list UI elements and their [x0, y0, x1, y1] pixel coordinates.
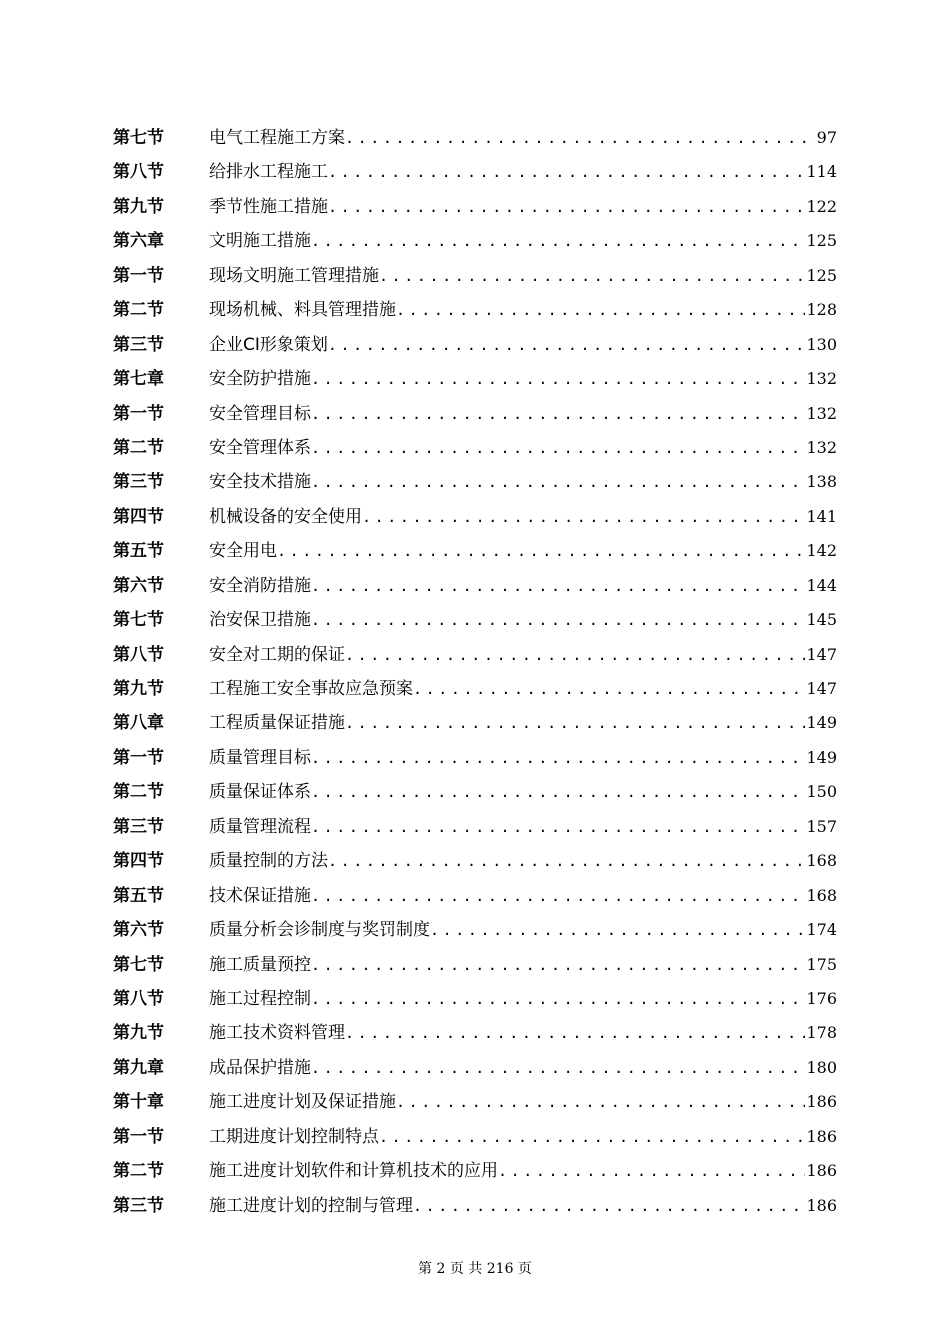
toc-entry-row[interactable] — [0, 844, 950, 878]
toc-entry-row[interactable] — [0, 638, 950, 672]
toc-title: 工期进度计划控制特点 — [209, 1126, 379, 1147]
toc-entry — [209, 775, 837, 809]
dot-leader — [328, 155, 805, 189]
toc-section-number: 第二节 — [113, 782, 164, 803]
dot-leader — [345, 1016, 805, 1050]
toc-page-number: 147 — [806, 679, 837, 698]
toc-section-number: 第二节 — [113, 300, 164, 321]
toc-page-number: 178 — [806, 1023, 837, 1043]
toc-entry-row[interactable] — [0, 913, 950, 947]
toc-page-number: 147 — [806, 644, 837, 664]
toc-page-number: 138 — [806, 472, 837, 492]
dot-leader — [311, 603, 805, 637]
toc-entry — [209, 913, 837, 947]
toc-entry — [209, 638, 837, 672]
toc-page-number: 145 — [806, 610, 837, 630]
toc-title: 施工技术资料管理 — [209, 1023, 345, 1044]
toc-entry — [209, 190, 837, 224]
toc-page-number: 128 — [806, 300, 837, 320]
toc-title: 电气工程施工方案 — [209, 128, 345, 148]
toc-section-number: 第八节 — [113, 162, 164, 183]
toc-entry-row[interactable] — [0, 121, 950, 155]
toc-page-number: 180 — [806, 1057, 837, 1077]
toc-title: 季节性施工措施 — [209, 196, 328, 217]
toc-page-number: 114 — [806, 162, 837, 182]
toc-entry-row[interactable] — [0, 1085, 950, 1119]
toc-section-number: 第三节 — [113, 816, 164, 837]
toc-entry-row[interactable] — [0, 534, 950, 568]
toc-entry-row[interactable] — [0, 982, 950, 1016]
dot-leader — [328, 328, 806, 362]
toc-entry — [209, 362, 837, 396]
toc-section-number: 第七节 — [113, 954, 164, 975]
toc-section-number: 第二节 — [113, 437, 164, 458]
toc-page-number: 186 — [806, 1161, 837, 1181]
toc-entry-row[interactable] — [0, 775, 950, 809]
toc-title: 工程施工安全事故应急预案 — [209, 679, 413, 699]
toc-page-number: 144 — [806, 575, 837, 595]
toc-section-number: 第十章 — [113, 1092, 164, 1113]
toc-title: 安全技术措施 — [209, 472, 311, 493]
toc-section-number: 第六节 — [113, 920, 164, 941]
table-of-contents — [0, 121, 950, 1223]
toc-section-number: 第五节 — [113, 885, 164, 906]
toc-entry — [209, 224, 837, 258]
toc-page-number: 149 — [806, 747, 837, 767]
toc-section-number: 第九节 — [113, 196, 164, 217]
dot-leader — [345, 121, 816, 155]
toc-entry — [209, 1189, 837, 1223]
toc-section-number: 第八章 — [113, 713, 164, 734]
toc-entry-row[interactable] — [0, 190, 950, 224]
dot-leader — [311, 948, 805, 982]
toc-entry — [209, 810, 837, 844]
toc-section-number: 第六章 — [113, 231, 164, 252]
toc-title: 机械设备的安全使用 — [209, 506, 362, 527]
toc-entry-row[interactable] — [0, 328, 950, 362]
toc-section-number: 第八节 — [113, 988, 164, 1009]
toc-section-number: 第九节 — [113, 679, 164, 699]
dot-leader — [498, 1154, 805, 1188]
toc-section-number: 第一节 — [113, 403, 164, 424]
toc-title: 工程质量保证措施 — [209, 713, 345, 734]
toc-title: 给排水工程施工 — [209, 162, 328, 183]
toc-title: 安全消防措施 — [209, 575, 311, 596]
toc-entry — [209, 569, 837, 603]
toc-title: 施工过程控制 — [209, 988, 311, 1009]
toc-title: 施工质量预控 — [209, 954, 311, 975]
toc-entry — [209, 982, 837, 1016]
toc-page-number: 125 — [806, 265, 837, 285]
toc-page-number: 122 — [806, 196, 837, 216]
toc-entry — [209, 1051, 837, 1085]
dot-leader — [311, 465, 805, 499]
toc-entry-row[interactable] — [0, 259, 950, 293]
toc-entry-row[interactable] — [0, 569, 950, 603]
toc-entry — [209, 1154, 837, 1188]
toc-page-number: 150 — [806, 782, 837, 802]
toc-title: 现场机械、料具管理措施 — [209, 300, 396, 321]
dot-leader — [430, 913, 805, 947]
toc-section-number: 第一节 — [113, 1126, 164, 1147]
toc-entry-row[interactable] — [0, 1051, 950, 1085]
toc-page-number: 186 — [806, 1126, 837, 1146]
toc-entry — [209, 1085, 837, 1119]
toc-title: 企业CI形象策划 — [209, 334, 328, 355]
toc-title: 治安保卫措施 — [209, 610, 311, 631]
dot-leader — [311, 982, 805, 1016]
toc-entry-row[interactable] — [0, 224, 950, 258]
page-footer: 第 2 页 共 216 页 — [418, 1261, 532, 1277]
dot-leader — [311, 775, 805, 809]
toc-entry — [209, 293, 837, 327]
toc-entry-row[interactable] — [0, 672, 950, 706]
toc-section-number: 第七节 — [113, 128, 164, 148]
toc-page-number: 132 — [806, 403, 837, 423]
toc-entry — [209, 672, 837, 706]
dot-leader — [311, 362, 805, 396]
toc-title: 安全管理目标 — [209, 403, 311, 424]
toc-entry-row[interactable] — [0, 603, 950, 637]
dot-leader — [328, 844, 805, 878]
dot-leader — [311, 397, 805, 431]
toc-section-number: 第四节 — [113, 506, 164, 527]
toc-title: 施工进度计划及保证措施 — [209, 1092, 396, 1113]
dot-leader — [277, 534, 805, 568]
toc-entry — [209, 603, 837, 637]
toc-section-number: 第三节 — [113, 472, 164, 493]
toc-entry — [209, 259, 837, 293]
dot-leader — [311, 1051, 805, 1085]
toc-entry — [209, 431, 837, 465]
dot-leader — [396, 293, 805, 327]
toc-section-number: 第七节 — [113, 610, 164, 631]
toc-page-number: 186 — [806, 1195, 837, 1215]
toc-page-number: 186 — [806, 1092, 837, 1112]
toc-entry — [209, 844, 837, 878]
toc-entry — [209, 500, 837, 534]
dot-leader — [311, 741, 805, 775]
toc-page-number: 97 — [816, 128, 837, 147]
toc-entry-row[interactable] — [0, 397, 950, 431]
toc-entry-row[interactable] — [0, 1120, 950, 1154]
dot-leader — [345, 638, 805, 672]
dot-leader — [379, 1120, 805, 1154]
dot-leader — [311, 569, 805, 603]
toc-page-number: 174 — [806, 920, 837, 940]
toc-entry — [209, 328, 837, 362]
toc-entry-row[interactable] — [0, 1189, 950, 1223]
toc-section-number: 第三节 — [113, 334, 164, 355]
toc-entry — [209, 741, 837, 775]
toc-entry-row[interactable] — [0, 706, 950, 740]
toc-entry — [209, 948, 837, 982]
toc-page-number: 149 — [806, 713, 837, 733]
toc-section-number: 第四节 — [113, 851, 164, 872]
toc-entry — [209, 121, 837, 155]
toc-title: 安全防护措施 — [209, 369, 311, 390]
toc-entry-row[interactable] — [0, 741, 950, 775]
toc-entry — [209, 879, 837, 913]
toc-page-number: 132 — [806, 437, 837, 457]
toc-title: 质量管理目标 — [209, 747, 311, 768]
dot-leader — [311, 810, 805, 844]
toc-section-number: 第一节 — [113, 265, 164, 286]
toc-title: 质量分析会诊制度与奖罚制度 — [209, 920, 430, 941]
toc-title: 安全用电 — [209, 541, 277, 562]
toc-entry — [209, 1016, 837, 1050]
toc-page-number: 175 — [806, 954, 837, 974]
dot-leader — [328, 190, 805, 224]
toc-title: 现场文明施工管理措施 — [209, 265, 379, 286]
toc-section-number: 第八节 — [113, 644, 164, 665]
toc-page-number: 168 — [806, 851, 837, 871]
toc-page-number: 157 — [806, 816, 837, 836]
toc-title: 施工进度计划软件和计算机技术的应用 — [209, 1161, 498, 1182]
dot-leader — [379, 259, 805, 293]
toc-page-number: 141 — [806, 506, 837, 526]
toc-title: 安全对工期的保证 — [209, 644, 345, 665]
toc-title: 文明施工措施 — [209, 231, 311, 252]
dot-leader — [345, 706, 805, 740]
toc-entry — [209, 465, 837, 499]
toc-section-number: 第五节 — [113, 541, 164, 562]
toc-page-number: 130 — [806, 334, 837, 354]
toc-entry-row[interactable] — [0, 500, 950, 534]
toc-page-number: 168 — [806, 885, 837, 905]
toc-section-number: 第七章 — [113, 369, 164, 390]
toc-entry — [209, 706, 837, 740]
toc-title: 质量保证体系 — [209, 782, 311, 803]
toc-entry-row[interactable] — [0, 362, 950, 396]
toc-page-number: 176 — [806, 988, 837, 1008]
toc-entry-row[interactable] — [0, 431, 950, 465]
toc-section-number: 第二节 — [113, 1161, 164, 1182]
toc-title: 质量控制的方法 — [209, 851, 328, 872]
dot-leader — [413, 672, 805, 706]
toc-page-number: 132 — [806, 369, 837, 389]
dot-leader — [396, 1085, 805, 1119]
toc-entry — [209, 155, 837, 189]
toc-title: 质量管理流程 — [209, 816, 311, 837]
toc-entry — [209, 397, 837, 431]
toc-entry — [209, 1120, 837, 1154]
toc-title: 安全管理体系 — [209, 437, 311, 458]
toc-entry-row[interactable] — [0, 293, 950, 327]
dot-leader — [311, 224, 805, 258]
toc-section-number: 第九章 — [113, 1057, 164, 1078]
toc-title: 技术保证措施 — [209, 885, 311, 906]
dot-leader — [413, 1189, 805, 1223]
toc-title: 施工进度计划的控制与管理 — [209, 1195, 413, 1216]
toc-entry-row[interactable] — [0, 1154, 950, 1188]
dot-leader — [311, 879, 805, 913]
toc-entry-row[interactable] — [0, 1016, 950, 1050]
dot-leader — [311, 431, 805, 465]
toc-entry-row[interactable] — [0, 879, 950, 913]
toc-title: 成品保护措施 — [209, 1057, 311, 1078]
toc-section-number: 第九节 — [113, 1023, 164, 1044]
toc-entry-row[interactable] — [0, 810, 950, 844]
toc-entry-row[interactable] — [0, 948, 950, 982]
toc-section-number: 第一节 — [113, 747, 164, 768]
dot-leader — [362, 500, 805, 534]
toc-entry-row[interactable] — [0, 465, 950, 499]
toc-entry-row[interactable] — [0, 155, 950, 189]
toc-section-number: 第三节 — [113, 1195, 164, 1216]
toc-section-number: 第六节 — [113, 575, 164, 596]
toc-entry — [209, 534, 837, 568]
toc-page-number: 142 — [806, 541, 837, 561]
toc-page-number: 125 — [806, 231, 837, 251]
